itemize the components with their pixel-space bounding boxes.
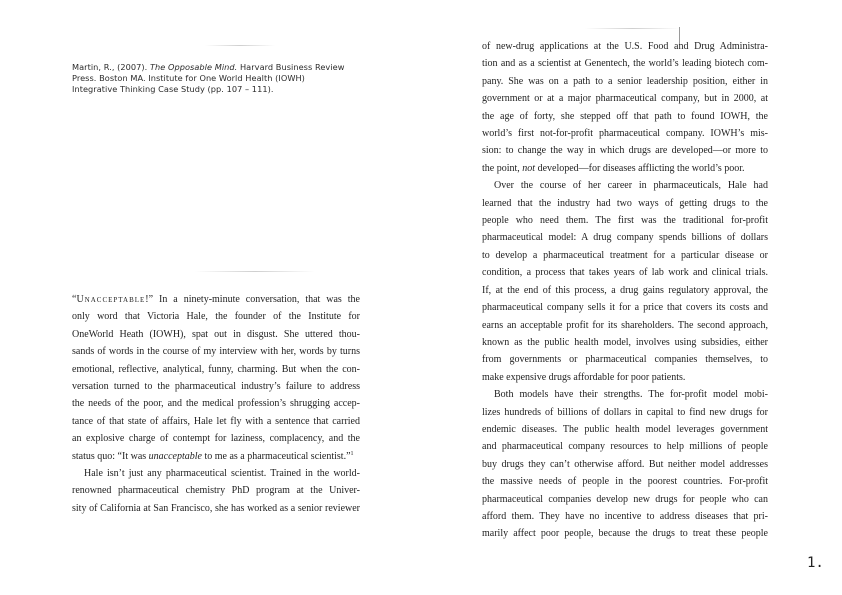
text-line: to develop a pharmaceutical treatment for a particular disease or bbox=[482, 249, 768, 261]
text-line: emotional, reflective, analytical, funny, charming. But when the con- bbox=[72, 363, 360, 375]
text-line: earns an acceptable profit for its shareholders. The second approach, bbox=[482, 319, 768, 331]
text-line: people who need them. The first was the traditional for-profit bbox=[482, 215, 768, 227]
text-line: government or at a major pharmaceutical company, but in 2000, at bbox=[482, 93, 768, 105]
text-line: and pharmaceutical company resources to help millions of people bbox=[482, 441, 768, 453]
text-line: known as the public health model, involves using subsidies, either bbox=[482, 336, 768, 348]
scan-artifact-line bbox=[585, 28, 680, 29]
page-number: 1. bbox=[807, 555, 824, 571]
text-line: the needs of the poor, and the medical profession’s shrugging accep- bbox=[72, 398, 360, 410]
scan-artifact-line bbox=[195, 271, 315, 272]
text-line: tion and as a scientist at Genentech, the world’s leading biotech com- bbox=[482, 58, 768, 70]
text-line: the massive needs of people in the poorest countries. For-profit bbox=[482, 476, 768, 488]
text-line: pharmaceutical companies develop new drugs for people who can bbox=[482, 493, 768, 505]
footnote-marker: 1 bbox=[350, 450, 354, 457]
text-line: “Unacceptable!” In a ninety-minute conversation, that was the bbox=[72, 294, 360, 305]
text-line: Both models have their strengths. The for-profit model mobi- bbox=[494, 389, 768, 401]
text-line: sands of words in the course of my interview with her, words by turns bbox=[72, 346, 360, 358]
paragraph bbox=[482, 177, 768, 386]
paragraph bbox=[72, 465, 360, 517]
text-line: Over the course of her career in pharmaceuticals, Hale had bbox=[494, 180, 768, 192]
text-line: status quo: “It was unacceptable to me as a pharmaceutical scientist.”$^1$ bbox=[72, 450, 354, 462]
text-line: pharmaceutical company sells it for a price that covers its costs and bbox=[482, 302, 768, 314]
text-line: versation turned to the pharmaceutical industry’s failure to address bbox=[72, 381, 360, 393]
text-line: sion: to change the way in which drugs are developed—or more to bbox=[482, 145, 768, 157]
text-line: only word that Victoria Hale, the founder of the Institute for bbox=[72, 311, 360, 323]
text-line: make expensive drugs affordable for poor patients. bbox=[482, 371, 686, 383]
text-line: the age of forty, she stepped off that path to found IOWH, the bbox=[482, 110, 768, 122]
left-text-column bbox=[72, 291, 360, 517]
text-line: afford them. They have no incentive to address diseases that pri- bbox=[482, 510, 768, 522]
text-line: from governments or pharmaceutical companies themselves, to bbox=[482, 354, 768, 366]
text-line: If, at the end of this process, a drug gains regulatory approval, the bbox=[482, 284, 768, 296]
text-line: endemic diseases. The public health model leverages government bbox=[482, 423, 768, 435]
text-line: marily affect poor people, because the drugs to treat these people bbox=[482, 528, 768, 540]
text-line: condition, a process that takes years of lab work and clinical trials. bbox=[482, 267, 768, 279]
text-line: the point, not developed—for diseases afflicting the world’s poor. bbox=[482, 162, 745, 174]
text-line: world’s first not-for-profit pharmaceutical company. IOWH’s mis- bbox=[482, 128, 768, 140]
text-line: pany. She was on a path to a senior leadership position, either in bbox=[482, 75, 768, 87]
text-line: lizes hundreds of billions of dollars in capital to find new drugs for bbox=[482, 406, 768, 418]
scan-artifact-line bbox=[205, 45, 275, 46]
text-line: of new-drug applications at the U.S. Food and Drug Administra- bbox=[482, 41, 768, 52]
text-line: renowned pharmaceutical chemistry PhD program at the Univer- bbox=[72, 485, 360, 497]
opening-paragraph bbox=[72, 291, 360, 465]
citation-reference bbox=[72, 62, 372, 96]
text-line: Hale isn’t just any pharmaceutical scientist. Trained in the world- bbox=[84, 468, 360, 480]
citation-line-2: Press. Boston MA. Institute for One World Health (IOWH) bbox=[72, 73, 305, 84]
text-line: pharmaceutical model: A drug company spends billions of dollars bbox=[482, 232, 768, 244]
book-title: The Opposable Mind. bbox=[149, 62, 238, 72]
text-line: sity of California at San Francisco, she has worked as a senior reviewer bbox=[72, 502, 360, 514]
text-line: OneWorld Heath (IOWH), spat out in disgust. She uttered thou- bbox=[72, 328, 360, 340]
paragraph bbox=[482, 38, 768, 177]
right-text-column bbox=[482, 38, 768, 543]
citation-line-1: Martin, R., (2007). The Opposable Mind. Harvard Business Review bbox=[72, 62, 345, 72]
text-line: learned that the industry had two ways of getting drugs to the bbox=[482, 197, 768, 209]
citation-line-3: Integrative Thinking Case Study (pp. 107 – 111). bbox=[72, 84, 274, 95]
text-line: an explosive charge of contempt for laziness, complacency, and the bbox=[72, 433, 360, 445]
paragraph bbox=[482, 386, 768, 543]
text-line: buy drugs they can’t otherwise afford. But neither model addresses bbox=[482, 458, 768, 470]
text-line: tance of that state of affairs, Hale let fly with a sentence that carried bbox=[72, 415, 360, 427]
